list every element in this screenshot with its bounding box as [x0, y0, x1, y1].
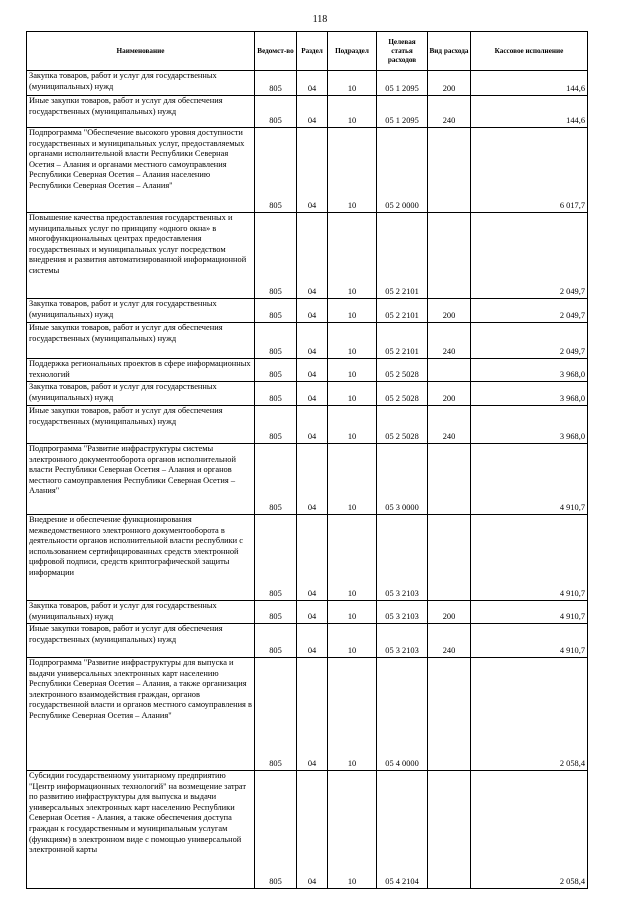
cell-dept: 805 [255, 128, 297, 213]
table-row [27, 71, 588, 96]
cell-subsection: 10 [328, 771, 377, 889]
table-row [27, 658, 588, 771]
cell-amount: 144,6 [471, 71, 588, 96]
cell-subsection: 10 [328, 658, 377, 771]
cell-dept: 805 [255, 601, 297, 624]
cell-amount: 3 968,0 [471, 359, 588, 382]
cell-article: 05 2 2101 [377, 299, 428, 323]
cell-section: 04 [297, 601, 328, 624]
cell-amount: 6 017,7 [471, 128, 588, 213]
header-amount: Кассовое исполнение [471, 32, 588, 71]
header-dept: Ведомст-во [255, 32, 297, 71]
header-type: Вид расхода [428, 32, 471, 71]
cell-article: 05 3 0000 [377, 444, 428, 515]
table-row [27, 299, 588, 323]
cell-article: 05 2 5028 [377, 382, 428, 406]
cell-type [428, 658, 471, 771]
budget-table [26, 31, 588, 889]
cell-type: 200 [428, 299, 471, 323]
cell-dept: 805 [255, 382, 297, 406]
cell-amount: 2 049,7 [471, 299, 588, 323]
cell-dept: 805 [255, 71, 297, 96]
cell-article: 05 2 0000 [377, 128, 428, 213]
cell-article: 05 1 2095 [377, 71, 428, 96]
cell-type [428, 515, 471, 601]
cell-section: 04 [297, 624, 328, 658]
table-body [27, 71, 588, 889]
cell-article: 05 2 5028 [377, 406, 428, 444]
table-row [27, 359, 588, 382]
cell-subsection: 10 [328, 624, 377, 658]
cell-name: Субсидии государственному унитарному предприятию "Центр информационных технологий" на возмещение затрат по развитию инфраструктуры для выпуска и выдачи универсальных электронных карт населению Республики Северная Осетия - Алания, а также обеспечения доступа граждан к государственным и муниципальным услугам (функциям) в электронном виде с помощью универсальной электронной карты [27, 771, 255, 889]
cell-dept: 805 [255, 624, 297, 658]
cell-dept: 805 [255, 213, 297, 299]
cell-subsection: 10 [328, 96, 377, 128]
cell-dept: 805 [255, 323, 297, 359]
cell-section: 04 [297, 213, 328, 299]
cell-name: Подпрограмма "Развитие инфраструктуры системы электронного документооборота органов исполнительной власти Республики Северная Осетия – Алания и органов местного самоуправления Республики Северная Осетия – Алания" [27, 444, 255, 515]
cell-type: 200 [428, 382, 471, 406]
cell-dept: 805 [255, 406, 297, 444]
cell-type [428, 444, 471, 515]
table-row [27, 771, 588, 889]
table-row [27, 213, 588, 299]
cell-amount: 3 968,0 [471, 406, 588, 444]
table-header-row [27, 32, 588, 71]
cell-section: 04 [297, 359, 328, 382]
table-row [27, 96, 588, 128]
cell-article: 05 2 2101 [377, 323, 428, 359]
cell-section: 04 [297, 658, 328, 771]
cell-section: 04 [297, 515, 328, 601]
cell-section: 04 [297, 771, 328, 889]
cell-section: 04 [297, 71, 328, 96]
cell-section: 04 [297, 406, 328, 444]
table-row [27, 515, 588, 601]
cell-section: 04 [297, 323, 328, 359]
cell-name: Иные закупки товаров, работ и услуг для обеспечения государственных (муниципальных) нужд [27, 323, 255, 359]
header-subsection: Подраздел [328, 32, 377, 71]
table-row [27, 624, 588, 658]
cell-subsection: 10 [328, 406, 377, 444]
cell-dept: 805 [255, 515, 297, 601]
cell-name: Подпрограмма "Обеспечение высокого уровня доступности государственных и муниципальных услуг, предоставляемых органами исполнительной власти Республики Северная Осетия – Алания и органами местного самоуправления Республики Северная Осетия – Алания населению Республики Северная Осетия – Алания" [27, 128, 255, 213]
table-row [27, 382, 588, 406]
cell-article: 05 1 2095 [377, 96, 428, 128]
cell-name: Иные закупки товаров, работ и услуг для обеспечения государственных (муниципальных) нужд [27, 624, 255, 658]
table-row [27, 444, 588, 515]
cell-name: Внедрение и обеспечение функционирования межведомственного электронного документооборота в деятельности органов исполнительной власти республики с использованием сертифицированных средств электронной цифровой подписи, средств криптографической защиты информации [27, 515, 255, 601]
cell-amount: 4 910,7 [471, 444, 588, 515]
cell-amount: 2 049,7 [471, 323, 588, 359]
cell-subsection: 10 [328, 515, 377, 601]
cell-dept: 805 [255, 444, 297, 515]
cell-name: Закупка товаров, работ и услуг для государственных (муниципальных) нужд [27, 382, 255, 406]
cell-article: 05 2 2101 [377, 213, 428, 299]
cell-dept: 805 [255, 96, 297, 128]
cell-section: 04 [297, 128, 328, 213]
cell-name: Иные закупки товаров, работ и услуг для обеспечения государственных (муниципальных) нужд [27, 96, 255, 128]
cell-subsection: 10 [328, 323, 377, 359]
cell-amount: 2 058,4 [471, 658, 588, 771]
cell-name: Иные закупки товаров, работ и услуг для обеспечения государственных (муниципальных) нужд [27, 406, 255, 444]
cell-article: 05 4 0000 [377, 658, 428, 771]
cell-subsection: 10 [328, 299, 377, 323]
cell-subsection: 10 [328, 213, 377, 299]
cell-subsection: 10 [328, 444, 377, 515]
table-row [27, 128, 588, 213]
cell-type [428, 771, 471, 889]
cell-section: 04 [297, 444, 328, 515]
table-row [27, 601, 588, 624]
cell-type [428, 128, 471, 213]
cell-dept: 805 [255, 299, 297, 323]
header-name: Наименование [27, 32, 255, 71]
cell-type: 240 [428, 323, 471, 359]
cell-name: Подпрограмма "Развитие инфраструктуры для выпуска и выдачи универсальных электронных карт населению Республики Северная Осетия – Алания, а также организация электронного взаимодействия граждан, органов государственной власти и органов местного самоуправления в Республике Северная Осетия – Алания" [27, 658, 255, 771]
cell-section: 04 [297, 96, 328, 128]
cell-name: Повышение качества предоставления государственных и муниципальных услуг по принципу «одного окна» в многофункциональных центрах предоставления государственных и муниципальных услуг посредством внедрения и развития автоматизированной информационной системы [27, 213, 255, 299]
cell-article: 05 4 2104 [377, 771, 428, 889]
cell-section: 04 [297, 382, 328, 406]
cell-subsection: 10 [328, 382, 377, 406]
cell-name: Закупка товаров, работ и услуг для государственных (муниципальных) нужд [27, 601, 255, 624]
cell-amount: 144,6 [471, 96, 588, 128]
table-row [27, 406, 588, 444]
page-number: 118 [312, 14, 328, 25]
cell-subsection: 10 [328, 128, 377, 213]
cell-name: Закупка товаров, работ и услуг для государственных (муниципальных) нужд [27, 71, 255, 96]
cell-article: 05 3 2103 [377, 601, 428, 624]
cell-article: 05 3 2103 [377, 515, 428, 601]
cell-type: 240 [428, 406, 471, 444]
cell-type: 200 [428, 71, 471, 96]
header-article: Целевая статья расходов [377, 32, 428, 71]
cell-dept: 805 [255, 359, 297, 382]
cell-dept: 805 [255, 771, 297, 889]
cell-section: 04 [297, 299, 328, 323]
cell-article: 05 2 5028 [377, 359, 428, 382]
cell-type [428, 359, 471, 382]
cell-subsection: 10 [328, 359, 377, 382]
cell-amount: 3 968,0 [471, 382, 588, 406]
cell-subsection: 10 [328, 601, 377, 624]
cell-amount: 2 058,4 [471, 771, 588, 889]
cell-amount: 2 049,7 [471, 213, 588, 299]
cell-name: Закупка товаров, работ и услуг для государственных (муниципальных) нужд [27, 299, 255, 323]
header-section: Раздел [297, 32, 328, 71]
cell-type: 240 [428, 624, 471, 658]
cell-amount: 4 910,7 [471, 515, 588, 601]
cell-type: 200 [428, 601, 471, 624]
cell-subsection: 10 [328, 71, 377, 96]
cell-amount: 4 910,7 [471, 601, 588, 624]
table-row [27, 323, 588, 359]
cell-dept: 805 [255, 658, 297, 771]
cell-amount: 4 910,7 [471, 624, 588, 658]
cell-article: 05 3 2103 [377, 624, 428, 658]
cell-type: 240 [428, 96, 471, 128]
cell-name: Поддержка региональных проектов в сфере информационных технологий [27, 359, 255, 382]
cell-type [428, 213, 471, 299]
